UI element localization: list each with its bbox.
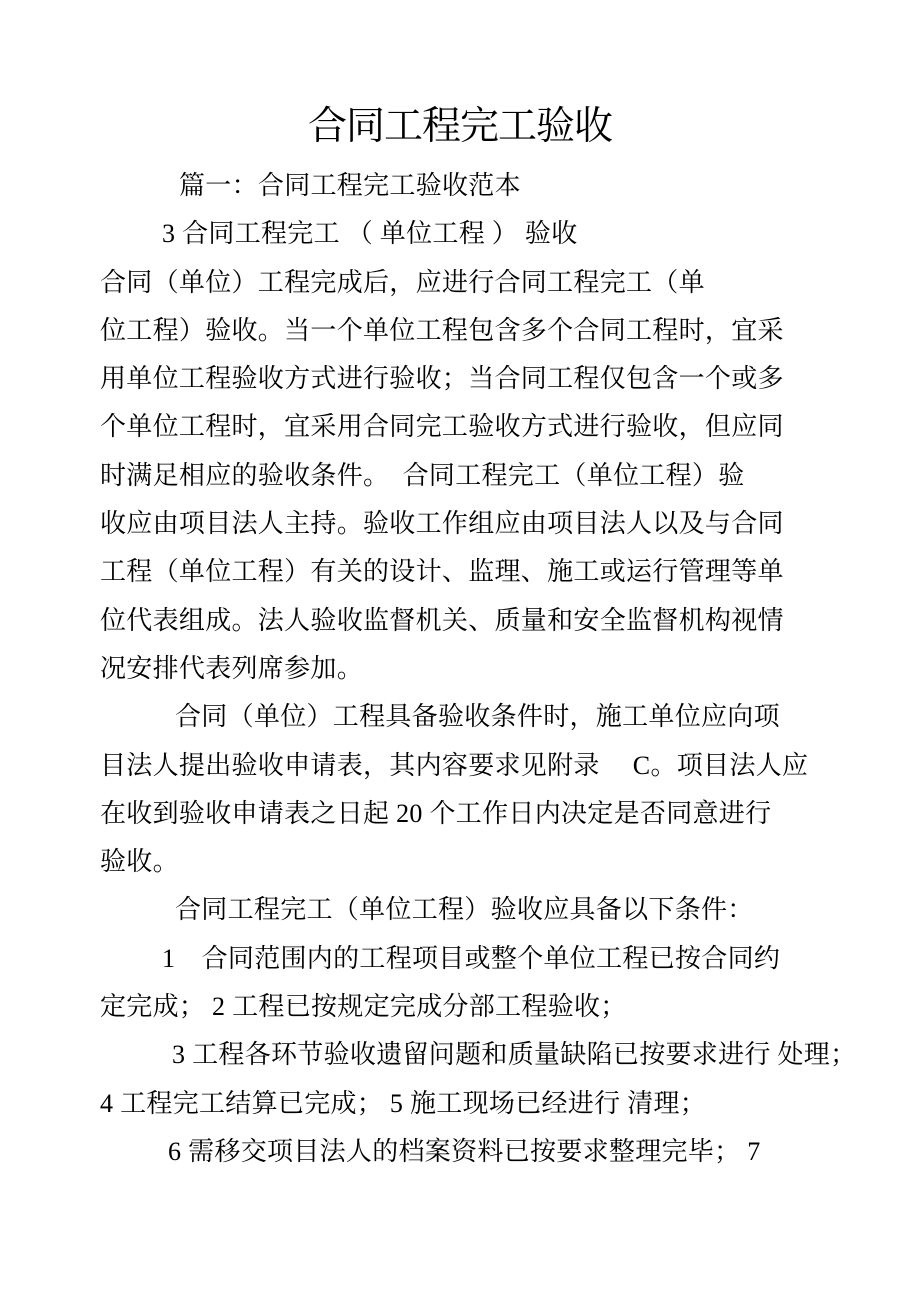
text-line: 6 需移交项目法人的档案资料已按要求整理完毕； 7 (168, 1136, 761, 1166)
text-line: 篇一：合同工程完工验收范本 (179, 171, 521, 200)
text-line: 位工程）验收。当一个单位工程包含多个合同工程时，宜采 (100, 315, 784, 345)
text-line: 验收。 (100, 847, 179, 877)
text-line: 位代表组成。法人验收监督机关、质量和安全监督机构视情 (100, 605, 784, 635)
text-line: 工程（单位工程）有关的设计、监理、施工或运行管理等单 (100, 557, 784, 587)
text-line: 在收到验收申请表之日起 20 个工作日内决定是否同意进行 (100, 798, 772, 828)
text-line: 1 合同范围内的工程项目或整个单位工程已按合同约 (162, 943, 781, 973)
text-line: 个单位工程时，宜采用合同完工验收方式进行验收，但应同 (100, 412, 784, 442)
text-line: 收应由项目法人主持。验收工作组应由项目法人以及与合同 (100, 509, 784, 539)
document-title: 合同工程完工验收 (307, 105, 612, 148)
text-line: 目法人提出验收申请表，其内容要求见附录 C。项目法人应 (100, 750, 809, 780)
text-line: 3 合同工程完工 （ 单位工程 ） 验收 (162, 219, 578, 249)
document-body (100, 162, 870, 1176)
text-line: 时满足相应的验收条件。 合同工程完工（单位工程）验 (100, 460, 745, 490)
text-line: 合同（单位）工程具备验收条件时，施工单位应向项 (175, 702, 780, 732)
text-line: 定完成； 2 工程已按规定完成分部工程验收； (100, 992, 627, 1022)
text-line: 3 工程各环节验收遗留问题和质量缺陷已按要求进行 处理； (172, 1040, 857, 1070)
text-line: 合同（单位）工程完成后，应进行合同工程完工（单 (100, 267, 705, 297)
text-line: 用单位工程验收方式进行验收；当合同工程仅包含一个或多 (100, 364, 784, 394)
text-line: 况安排代表列席参加。 (100, 653, 364, 683)
text-line: 4 工程完工结算已完成； 5 施工现场已经进行 清理； (100, 1088, 707, 1118)
text-line: 合同工程完工（单位工程）验收应具备以下条件： (175, 895, 754, 925)
